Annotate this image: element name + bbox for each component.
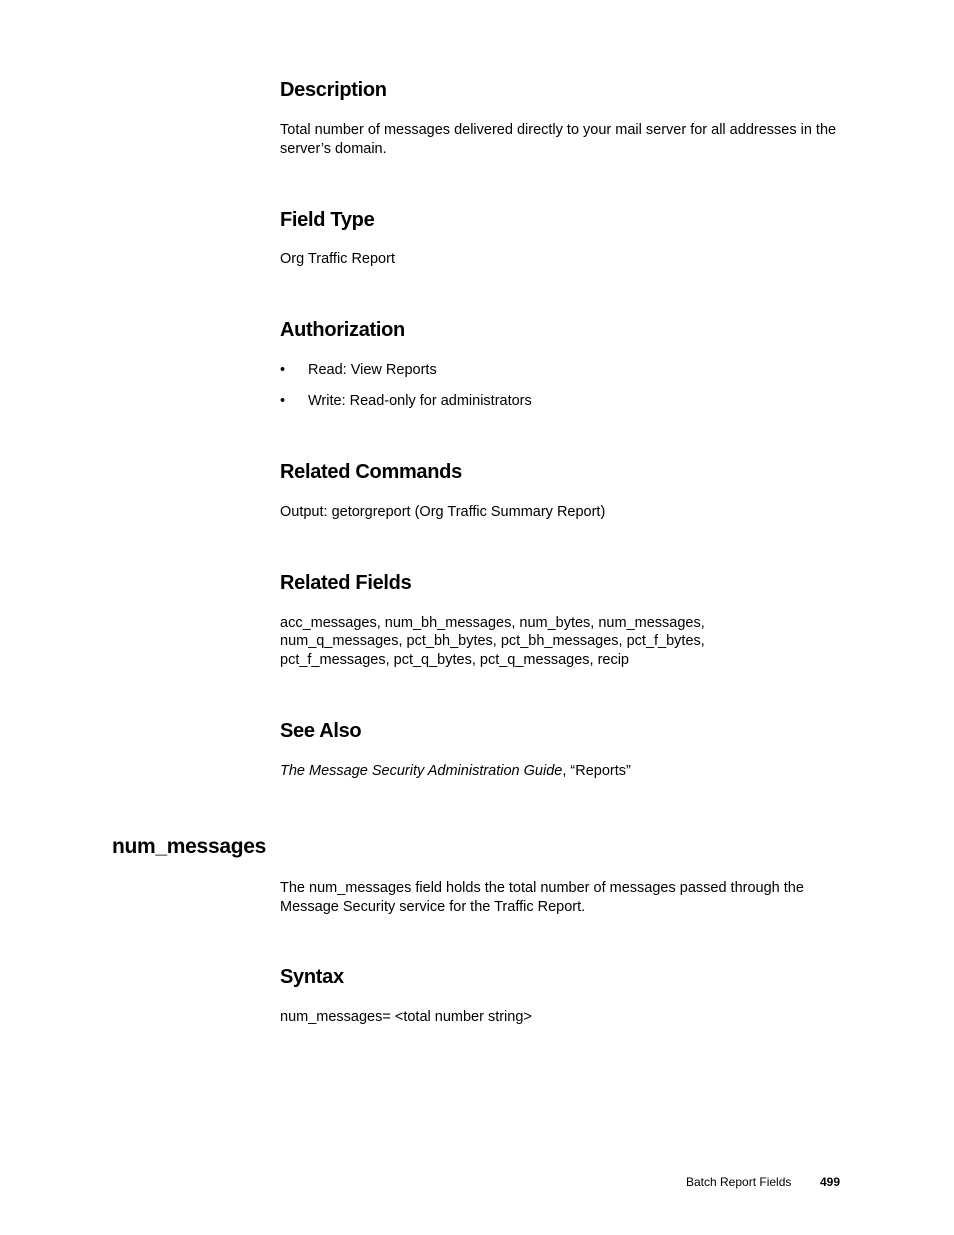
bullet-marker: • (280, 362, 286, 378)
see-also-guide-title: The Message Security Administration Guide (280, 763, 563, 779)
footer-page-number: 499 (820, 1175, 841, 1189)
field-type-text: Org Traffic Report (280, 251, 395, 267)
see-also-heading: See Also (280, 720, 362, 742)
num-messages-title: num_messages (112, 835, 266, 858)
syntax-text: num_messages= <total number string> (280, 1009, 532, 1025)
syntax-heading: Syntax (280, 966, 344, 988)
bullet-text: Write: Read-only for administrators (308, 393, 532, 409)
related-commands-text: Output: getorgreport (Org Traffic Summary Report) (280, 504, 606, 520)
see-also-text (280, 762, 855, 781)
related-fields-line-3: pct_f_messages, pct_q_bytes, pct_q_messages, recip (280, 652, 629, 668)
related-fields-heading: Related Fields (280, 572, 412, 594)
bullet-marker: • (280, 393, 286, 409)
footer-section-name: Batch Report Fields (686, 1175, 792, 1189)
description-heading: Description (280, 79, 387, 101)
authorization-heading: Authorization (280, 319, 405, 341)
field-type-heading: Field Type (280, 209, 375, 231)
description-text: Total number of messages delivered directly to your mail server for all addresses in the server’s domain. (280, 122, 837, 157)
bullet-text: Read: View Reports (308, 362, 437, 378)
related-fields-line-1: acc_messages, num_bh_messages, num_bytes, num_messages, (280, 615, 705, 631)
related-fields-line-2: num_q_messages, pct_bh_bytes, pct_bh_messages, pct_f_bytes, (280, 633, 705, 649)
num-messages-description: The num_messages field holds the total number of messages passed through the Message Security service for the Traffic Report. (280, 880, 804, 915)
related-commands-heading: Related Commands (280, 461, 462, 483)
see-also-chapter: , “Reports” (562, 763, 631, 779)
